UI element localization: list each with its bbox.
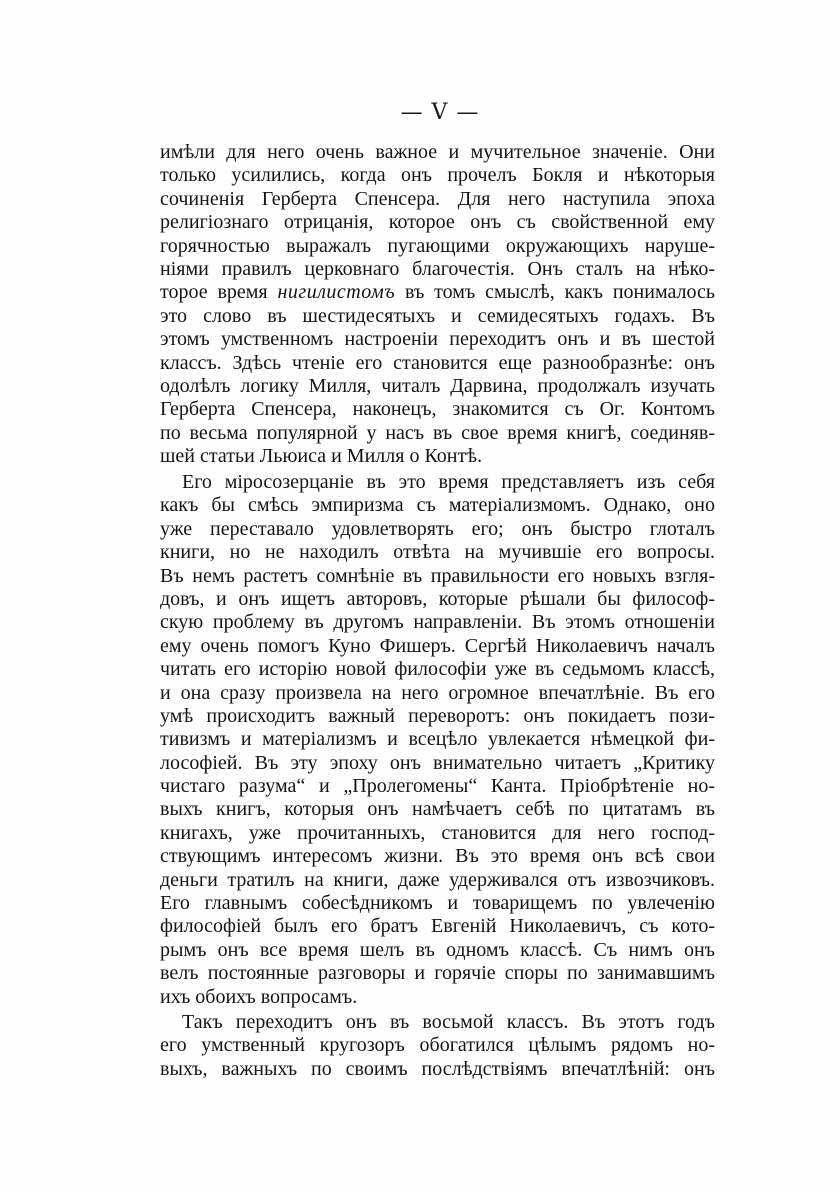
page-number: — V — bbox=[400, 100, 480, 125]
text-line: Его главнымъ собесѣдникомъ и товарищемъ по увлеченію bbox=[160, 892, 715, 915]
text-line: выхъ книгъ, которыя онъ намѣчаетъ себѣ по цитатамъ въ bbox=[160, 798, 715, 821]
text-line: чистаго разума“ и „Пролегомены“ Канта. Пріобрѣтеніе но- bbox=[160, 775, 715, 798]
text-line: это слово въ шестидесятыхъ и семидесятыхъ годахъ. Въ bbox=[160, 304, 715, 327]
text-line: умѣ происходитъ важный переворотъ: онъ покидаетъ пози- bbox=[160, 704, 715, 727]
text-line: философіей былъ его братъ Евгеній Николаевичъ, съ кото- bbox=[160, 915, 715, 938]
text-line: читать его исторію новой философіи уже въ седьмомъ классѣ, bbox=[160, 658, 715, 681]
text-line: Его міросозерцаніе въ это время представляетъ изъ себя bbox=[182, 471, 715, 493]
text-line: ему очень помогъ Куно Фишеръ. Сергѣй Николаевичъ началъ bbox=[160, 634, 715, 657]
text-line: только усилились, когда онъ прочелъ Бокля и нѣкоторыя bbox=[160, 164, 715, 187]
text-segment: торое время bbox=[160, 281, 278, 304]
text-line: скую проблему въ другомъ направленіи. Въ этомъ отношеніи bbox=[160, 611, 715, 634]
text-line: ствующимъ интересомъ жизни. Въ это время онъ всѣ свои bbox=[160, 845, 715, 868]
text-line: Такъ переходитъ онъ въ восьмой классъ. Въ этотъ годъ bbox=[182, 1011, 715, 1033]
text-line: велъ постоянные разговоры и горячіе споры по занимавшимъ bbox=[160, 962, 715, 985]
text-line: уже переставало удовлетворять его; онъ быстро глоталъ bbox=[160, 517, 715, 540]
text-line: лософіей. Въ эту эпоху онъ внимательно читаетъ „Критику bbox=[160, 751, 715, 774]
text-line: Герберта Спенсера, наконецъ, знакомится съ Ог. Контомъ bbox=[160, 398, 715, 421]
text-line: сочиненія Герберта Спенсера. Для него наступила эпоха bbox=[160, 187, 715, 210]
text-line: по весьма популярной у насъ въ свое время книгѣ, соединяв- bbox=[160, 421, 715, 444]
text-segment: въ томъ смыслѣ, какъ понималось bbox=[395, 281, 715, 304]
text-line: выхъ, важныхъ по своимъ послѣдствіямъ впечатлѣній: онъ bbox=[160, 1057, 715, 1080]
text-line: классъ. Здѣсь чтеніе его становится еще разнообразнѣе: онъ bbox=[160, 351, 715, 374]
text-line-with-italic bbox=[160, 281, 715, 304]
text-line: и она сразу произвела на него огромное впечатлѣніе. Въ его bbox=[160, 681, 715, 704]
text-line: ніями правилъ церковнаго благочестія. Онъ сталъ на нѣко- bbox=[160, 257, 715, 280]
text-line: деньги тратилъ на книги, даже удерживался отъ извозчиковъ. bbox=[160, 868, 715, 891]
paragraph-1 bbox=[160, 141, 715, 468]
paragraph-3 bbox=[160, 1011, 715, 1081]
text-line: ихъ обоихъ вопросамъ. bbox=[160, 985, 358, 1008]
italic-word: нигилистомъ bbox=[277, 281, 396, 304]
text-line: имѣли для него очень важное и мучительное значеніе. Они bbox=[160, 141, 715, 163]
text-line: книгахъ, уже прочитанныхъ, становится для него господ- bbox=[160, 821, 715, 844]
text-line: религіознаго отрицанія, которое онъ съ свойственной ему bbox=[160, 211, 715, 234]
text-line: шей статьи Льюиса и Милля о Контѣ. bbox=[160, 445, 483, 468]
text-line: этомъ умственномъ настроеніи переходитъ онъ и въ шестой bbox=[160, 328, 715, 351]
text-line: его умственный кругозоръ обогатился цѣлымъ рядомъ но- bbox=[160, 1034, 715, 1057]
text-line: книги, но не находилъ отвѣта на мучившіе его вопросы. bbox=[160, 541, 715, 564]
text-line: какъ бы смѣсь эмпиризма съ матеріализмомъ. Однако, оно bbox=[160, 494, 715, 517]
text-line: довъ, и онъ ищетъ авторовъ, которые рѣшали бы философ- bbox=[160, 587, 715, 610]
text-line: рымъ онъ все время шелъ въ одномъ классѣ. Съ нимъ онъ bbox=[160, 938, 715, 961]
text-line: одолѣлъ логику Милля, читалъ Дарвина, продолжалъ изучать bbox=[160, 374, 715, 397]
paragraph-2 bbox=[160, 471, 715, 1009]
text-line: Въ немъ растетъ сомнѣніе въ правильности его новыхъ взгля- bbox=[160, 564, 715, 587]
text-line: горячностью выражалъ пугающими окружающихъ наруше- bbox=[160, 234, 715, 257]
text-line: тивизмъ и матеріализмъ и всецѣло увлекается нѣмецкой фи- bbox=[160, 728, 715, 751]
